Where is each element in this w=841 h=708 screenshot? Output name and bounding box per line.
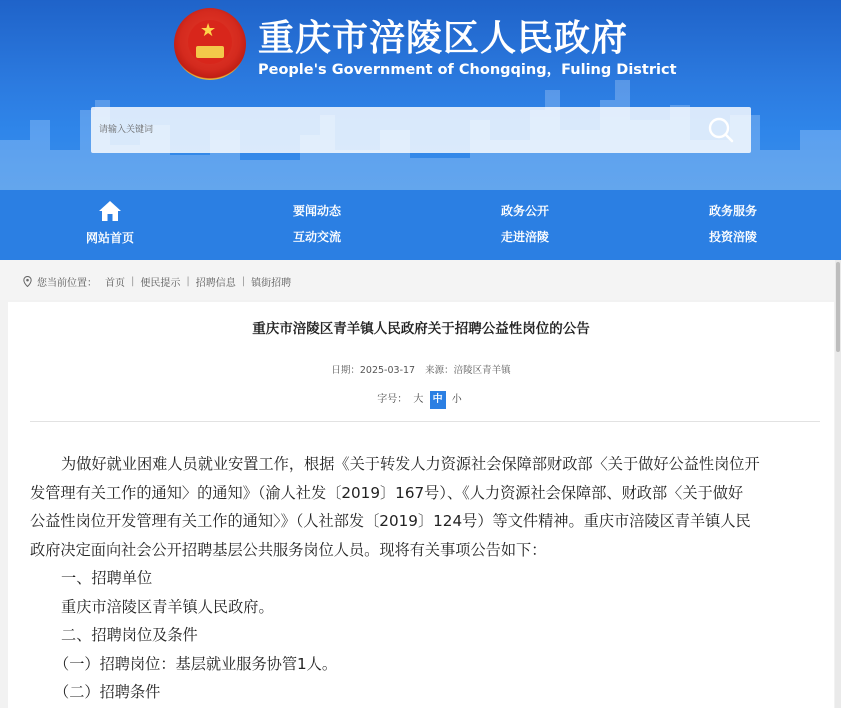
site-subtitle: People's Government of Chongqing，Fuling District bbox=[258, 62, 677, 78]
paragraph-intro-cont bbox=[30, 479, 825, 565]
nav-item-gov-affairs[interactable]: 政务公开 bbox=[501, 204, 550, 218]
nav-home[interactable] bbox=[80, 200, 140, 246]
text-line: 为做好就业困难人员就业安置工作，根据《关于转发人力资源社会保障部财政部〈关于做好公益性岗位开 bbox=[61, 455, 760, 473]
article-container bbox=[8, 302, 834, 708]
home-icon bbox=[98, 200, 122, 222]
search-icon bbox=[707, 116, 735, 144]
site-title: 重庆市涪陵区人民政府 bbox=[258, 18, 629, 59]
article-source: 涪陵区青羊镇 bbox=[453, 365, 511, 376]
section-2-item-1: （一）招聘岗位：基层就业服务协管1人。 bbox=[54, 654, 338, 673]
breadcrumb-separator: | bbox=[241, 276, 246, 287]
nav-item-news[interactable]: 要闻动态 bbox=[293, 204, 342, 218]
section-1-text: 重庆市涪陵区青羊镇人民政府。 bbox=[61, 597, 274, 616]
nav-item-invest[interactable]: 投资涪陵 bbox=[709, 230, 758, 244]
text-line: 公益性岗位开发管理有关工作的通知〉》（人社部发〔2019〕124号）等文件精神。重庆市涪陵区青羊镇人民 bbox=[30, 512, 751, 530]
breadcrumb-row bbox=[22, 274, 291, 289]
breadcrumb-separator: | bbox=[186, 276, 190, 287]
nav-column-3 bbox=[709, 202, 757, 254]
breadcrumb-town-recruitment[interactable]: 镇街招聘 bbox=[251, 278, 292, 289]
article-meta bbox=[8, 362, 834, 376]
main-nav bbox=[0, 190, 841, 260]
article-title: 重庆市涪陵区青羊镇人民政府关于招聘公益性岗位的公告 bbox=[252, 321, 590, 337]
search-input[interactable] bbox=[91, 107, 699, 153]
date-label: 日期： bbox=[331, 365, 360, 376]
breadcrumb-notices[interactable]: 便民提示 bbox=[140, 278, 181, 289]
breadcrumb-separator: | bbox=[131, 276, 135, 287]
nav-item-gov-services[interactable]: 政务服务 bbox=[709, 204, 758, 218]
section-2-item-2: （二）招聘条件 bbox=[54, 683, 161, 701]
search-bar bbox=[91, 107, 751, 153]
font-size-small-button[interactable]: 小 bbox=[451, 394, 462, 405]
emblem-star-icon: ★ bbox=[200, 20, 217, 41]
breadcrumb-prefix: 您当前位置： bbox=[37, 278, 97, 289]
breadcrumb bbox=[0, 260, 841, 300]
section-heading-1: 一、招聘单位 bbox=[61, 569, 153, 587]
emblem-gate-icon bbox=[196, 46, 224, 58]
source-label: 来源： bbox=[425, 365, 454, 376]
font-size-medium-button[interactable]: 中 bbox=[430, 391, 446, 409]
nav-home-label: 网站首页 bbox=[85, 231, 134, 245]
search-button[interactable] bbox=[691, 107, 751, 153]
text-line: 政府决定面向社会公开招聘基层公共服务岗位人员。现将有关事项公告如下： bbox=[30, 540, 547, 559]
national-emblem-logo[interactable] bbox=[174, 8, 246, 80]
section-heading-2: 二、招聘岗位及条件 bbox=[61, 626, 198, 644]
scrollbar-thumb[interactable] bbox=[836, 262, 840, 352]
font-size-label: 字号： bbox=[377, 394, 408, 405]
article-date: 2025-03-17 bbox=[359, 365, 416, 376]
nav-item-interaction[interactable]: 互动交流 bbox=[293, 230, 342, 244]
site-header bbox=[0, 0, 841, 190]
text-line: 发管理有关工作的通知〉的通知》（渝人社发〔2019〕167号）、《人力资源社会保障部、财政部〈关于做好 bbox=[30, 483, 744, 502]
font-size-large-button[interactable]: 大 bbox=[413, 394, 424, 405]
article-body bbox=[30, 450, 825, 707]
location-icon bbox=[22, 276, 33, 287]
nav-item-about-fuling[interactable]: 走进涪陵 bbox=[501, 230, 550, 244]
breadcrumb-recruitment[interactable]: 招聘信息 bbox=[195, 278, 236, 289]
paragraph-intro bbox=[30, 450, 825, 479]
breadcrumb-home[interactable]: 首页 bbox=[105, 278, 125, 289]
nav-column-1 bbox=[293, 202, 341, 254]
font-size-switcher bbox=[8, 390, 834, 409]
divider bbox=[30, 421, 820, 422]
nav-column-2 bbox=[501, 202, 549, 254]
